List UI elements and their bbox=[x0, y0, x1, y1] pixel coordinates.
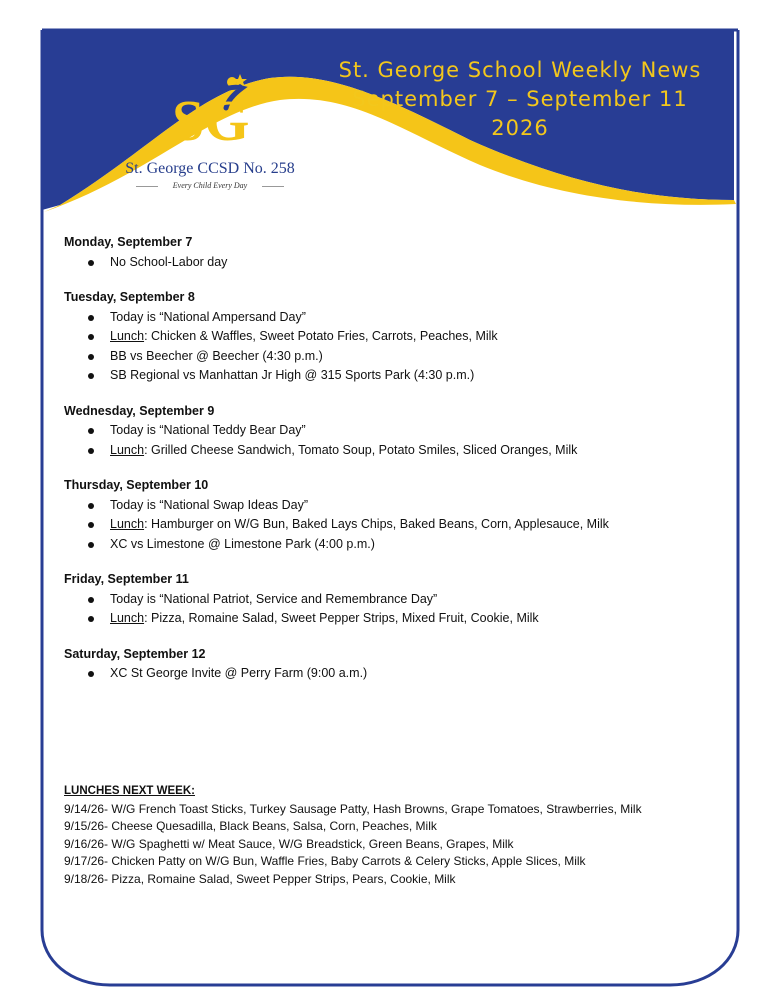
newsletter-title bbox=[330, 56, 710, 143]
day-section bbox=[64, 476, 724, 554]
item-text: : Hamburger on W/G Bun, Baked Lays Chips, Baked Beans, Corn, Applesauce, Milk bbox=[144, 517, 609, 531]
item-text: Today is “National Teddy Bear Day” bbox=[110, 423, 306, 437]
day-title: Tuesday, September 8 bbox=[64, 290, 195, 304]
item-text: Today is “National Swap Ideas Day” bbox=[110, 497, 309, 512]
day-items bbox=[64, 496, 724, 555]
list-item bbox=[110, 441, 724, 461]
list-item bbox=[110, 421, 724, 441]
day-items bbox=[64, 421, 724, 460]
item-text: No School-Labor day bbox=[110, 254, 228, 269]
lunch-line: 9/15/26- Cheese Quesadilla, Black Beans, Salsa, Corn, Peaches, Milk bbox=[64, 819, 437, 834]
lunch-line: 9/17/26- Chicken Patty on W/G Bun, Waffle Fries, Baby Carrots & Celery Sticks, Apple Slices, Milk bbox=[64, 854, 586, 869]
list-item bbox=[110, 308, 724, 328]
next-week-heading: LUNCHES NEXT WEEK: bbox=[64, 785, 195, 797]
item-text: Today is “National Patriot, Service and Remembrance Day” bbox=[110, 591, 438, 606]
list-item bbox=[110, 609, 724, 629]
day-section bbox=[64, 570, 724, 629]
list-item bbox=[110, 590, 724, 610]
logo-letters: SG bbox=[172, 88, 250, 150]
day-title: Monday, September 7 bbox=[64, 235, 193, 249]
district-name: St. George CCSD No. 258 bbox=[125, 160, 295, 177]
list-item bbox=[110, 535, 724, 555]
title-line: St. George School Weekly News bbox=[338, 58, 702, 82]
list-item bbox=[110, 366, 724, 386]
list-item bbox=[110, 347, 724, 367]
motto: Every Child Every Day bbox=[172, 181, 248, 190]
lunch-label: Lunch bbox=[110, 329, 145, 343]
next-week-lunches bbox=[64, 783, 744, 889]
item-text: XC vs Limestone @ Limestone Park (4:00 p.m.) bbox=[110, 536, 375, 551]
lunch-line: 9/16/26- W/G Spaghetti w/ Meat Sauce, W/G Breadstick, Green Beans, Grapes, Milk bbox=[64, 836, 514, 851]
title-line: 2026 bbox=[491, 116, 549, 140]
list-item bbox=[110, 496, 724, 516]
lunch-label: Lunch bbox=[110, 517, 145, 531]
item-text: BB vs Beecher @ Beecher (4:30 p.m.) bbox=[110, 348, 323, 363]
day-items bbox=[64, 664, 724, 684]
day-title: Saturday, September 12 bbox=[64, 646, 206, 661]
list-item bbox=[110, 253, 724, 273]
weekly-schedule bbox=[64, 233, 724, 700]
item-text: : Pizza, Romaine Salad, Sweet Pepper Strips, Mixed Fruit, Cookie, Milk bbox=[144, 611, 539, 625]
motto-divider-right bbox=[262, 186, 284, 187]
lunch-label: Lunch bbox=[110, 442, 145, 457]
item-text: : Grilled Cheese Sandwich, Tomato Soup, Potato Smiles, Sliced Oranges, Milk bbox=[144, 442, 578, 457]
lunch-label: Lunch bbox=[110, 611, 145, 625]
day-section bbox=[64, 402, 724, 461]
day-title: Friday, September 11 bbox=[64, 572, 189, 586]
item-text: : Chicken & Waffles, Sweet Potato Fries, Carrots, Peaches, Milk bbox=[144, 329, 498, 343]
lunch-line: 9/14/26- W/G French Toast Sticks, Turkey Sausage Patty, Hash Browns, Grape Tomatoes, Strawberries, Milk bbox=[64, 801, 642, 816]
lunch-line: 9/18/26- Pizza, Romaine Salad, Sweet Pepper Strips, Pears, Cookie, Milk bbox=[64, 871, 456, 886]
school-logo bbox=[160, 70, 270, 150]
day-title: Wednesday, September 9 bbox=[64, 403, 215, 418]
day-items bbox=[64, 590, 724, 629]
item-text: SB Regional vs Manhattan Jr High @ 315 Sports Park (4:30 p.m.) bbox=[110, 368, 475, 382]
day-section bbox=[64, 645, 724, 684]
item-text: Today is “National Ampersand Day” bbox=[110, 309, 306, 324]
day-items bbox=[64, 308, 724, 386]
list-item bbox=[110, 664, 724, 684]
list-item bbox=[110, 515, 724, 535]
day-items bbox=[64, 253, 724, 273]
day-section bbox=[64, 233, 724, 272]
item-text: XC St George Invite @ Perry Farm (9:00 a.m.) bbox=[110, 666, 368, 680]
title-line: September 7 – September 11 bbox=[352, 87, 688, 111]
day-title: Thursday, September 10 bbox=[64, 478, 209, 492]
list-item bbox=[110, 327, 724, 347]
day-section bbox=[64, 288, 724, 386]
